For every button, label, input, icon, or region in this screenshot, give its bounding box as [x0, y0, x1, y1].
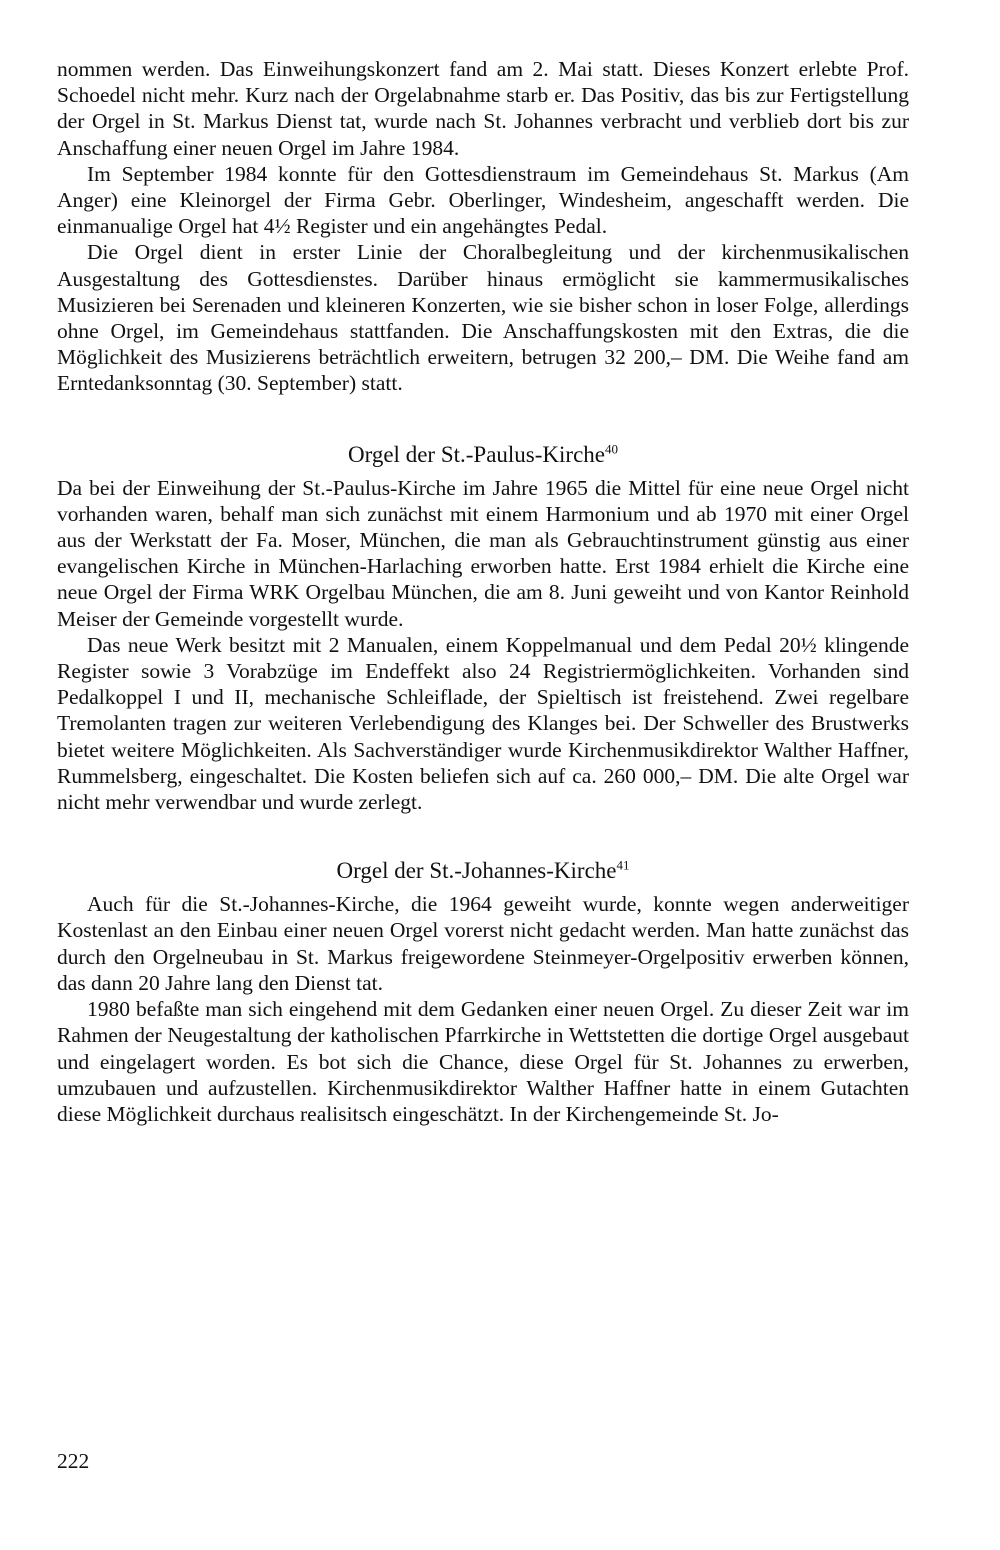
footnote-marker-40: 40: [605, 440, 618, 456]
section-heading-johannes-text: Orgel der St.-Johannes-Kirche: [336, 858, 617, 884]
johannes-paragraph-2: 1980 befaßte man sich eingehend mit dem Gedanken einer neuen Orgel. Zu dieser Zeit war im Rahmen der Neugestaltung der katholischen Pfarrkirche in Wettstetten die dortige Orgel ausgebaut und eingelagert worden. Es bot sich die Chance, diese Orgel für St. Johannes zu erwerben, umzubauen und aufzustellen. Kirchenmusikdirektor Walther Haffner hatte in einem Gutachten diese Möglichkeit durchaus realisitsch eingeschätzt. In der Kirchengemeinde St. Jo-: [57, 997, 909, 1126]
page-body: [57, 56, 909, 1127]
intro-paragraph-2: Im September 1984 konnte für den Gottesdienstraum im Gemeindehaus St. Markus (Am Anger) eine Kleinorgel der Firma Gebr. Oberlinger, Windesheim, angeschafft werden. Die einmanualige Orgel hat 4½ Register und ein angehängtes Pedal.: [57, 161, 909, 239]
johannes-paragraph-1: Auch für die St.-Johannes-Kirche, die 1964 geweiht wurde, konnte wegen anderweitiger Kostenlast an den Einbau einer neuen Orgel vorerst nicht gedacht werden. Man hatte zunächst das durch den Orgelneubau in St. Markus freigewordene Steinmeyer-Orgelpositiv erwerben können, das dann 20 Jahre lang den Dienst tat.: [57, 892, 909, 995]
paulus-paragraph-1: Da bei der Einweihung der St.-Paulus-Kirche im Jahre 1965 die Mittel für eine neue Orgel nicht vorhanden waren, behalf man sich zunächst mit einem Harmonium und ab 1970 mit einer Orgel aus der Werkstatt der Fa. Moser, München, die man als Gebrauchtinstrument günstig aus einer evangelischen Kirche in München-Harlaching erworben hatte. Erst 1984 erhielt die Kirche eine neue Orgel der Firma WRK Orgelbau München, die am 8. Juni geweiht und von Kantor Reinhold Meiser der Gemeinde vorgestellt wurde.: [57, 475, 909, 631]
section-heading-paulus-text: Orgel der St.-Paulus-Kirche: [348, 441, 605, 467]
page-number: 222: [57, 1449, 90, 1473]
section-heading-johannes: [57, 857, 909, 885]
paulus-paragraph-2: Das neue Werk besitzt mit 2 Manualen, einem Koppelmanual und dem Pedal 20½ klingende Register sowie 3 Vorabzüge im Endeffekt also 24 Registriermöglichkeiten. Vorhanden sind Pedalkoppel I und II, mechanische Schleiflade, der Spieltisch ist freistehend. Zwei regelbare Tremolanten tragen zur weiteren Verlebendigung des Klanges bei. Der Schweller des Brustwerks bietet weitere Möglichkeiten. Als Sachverständiger wurde Kirchenmusikdirektor Walther Haffner, Rummelsberg, eingeschaltet. Die Kosten beliefen sich auf ca. 260 000,– DM. Die alte Orgel war nicht mehr verwendbar und wurde zerlegt.: [57, 632, 909, 815]
section-heading-paulus: [57, 441, 909, 469]
footnote-marker-41: 41: [616, 857, 630, 873]
intro-paragraph-1: nommen werden. Das Einweihungskonzert fand am 2. Mai statt. Dieses Konzert erlebte Prof. Schoedel nicht mehr. Kurz nach der Orgelabnahme starb er. Das Positiv, das bis zur Fertigstellung der Orgel in St. Markus Dienst tat, wurde nach St. Johannes verbracht und verblieb dort bis zur Anschaffung einer neuen Orgel im Jahre 1984.: [57, 57, 909, 160]
intro-paragraph-3: Die Orgel dient in erster Linie der Choralbegleitung und der kirchenmusikalischen Ausgestaltung des Gottesdienstes. Darüber hinaus ermöglicht sie kammermusikalisches Musizieren bei Serenaden und kleineren Konzerten, wie sie bisher schon in loser Folge, allerdings ohne Orgel, im Gemeindehaus stattfanden. Die Anschaffungskosten mit den Extras, die die Möglichkeit des Musizierens beträchtlich erweitern, betrugen 32 200,– DM. Die Weihe fand am Erntedanksonntag (30. September) statt.: [57, 240, 909, 396]
